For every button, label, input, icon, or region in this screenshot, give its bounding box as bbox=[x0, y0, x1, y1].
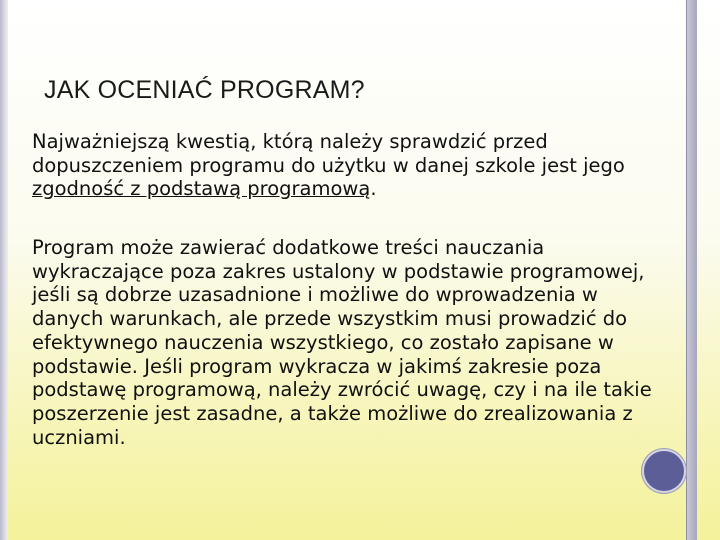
left-decorative-rail bbox=[0, 0, 8, 540]
paragraph-1-text: Najważniejszą kwestią, którą należy sprawdzić przed dopuszczeniem programu do użytku w danej szkole jest jego bbox=[32, 130, 625, 177]
paragraph-1-end: . bbox=[370, 177, 377, 201]
paragraph-1 bbox=[32, 130, 672, 201]
paragraph-1-underlined-phrase: zgodność z podstawą programową bbox=[32, 177, 371, 201]
decorative-circle-icon bbox=[642, 449, 686, 493]
right-decorative-rail bbox=[686, 0, 697, 540]
slide-title: JAK OCENIAĆ PROGRAM? bbox=[44, 76, 365, 104]
paragraph-2: Program może zawierać dodatkowe treści nauczania wykraczające poza zakres ustalony w podstawie programowej, jeśli są dobrze uzasadnione i możliwe do wprowadzenia w danych warunkach, ale przede wszystkim musi prowadzić do efektywnego nauczenia wszystkiego, co zostało zapisane w podstawie. Jeśli program wykracza w jakimś zakresie poza podstawę programową, należy zwrócić uwagę, czy i na ile takie poszerzenie jest zasadne, a także możliwe do zrealizowania z uczniami. bbox=[32, 236, 652, 449]
